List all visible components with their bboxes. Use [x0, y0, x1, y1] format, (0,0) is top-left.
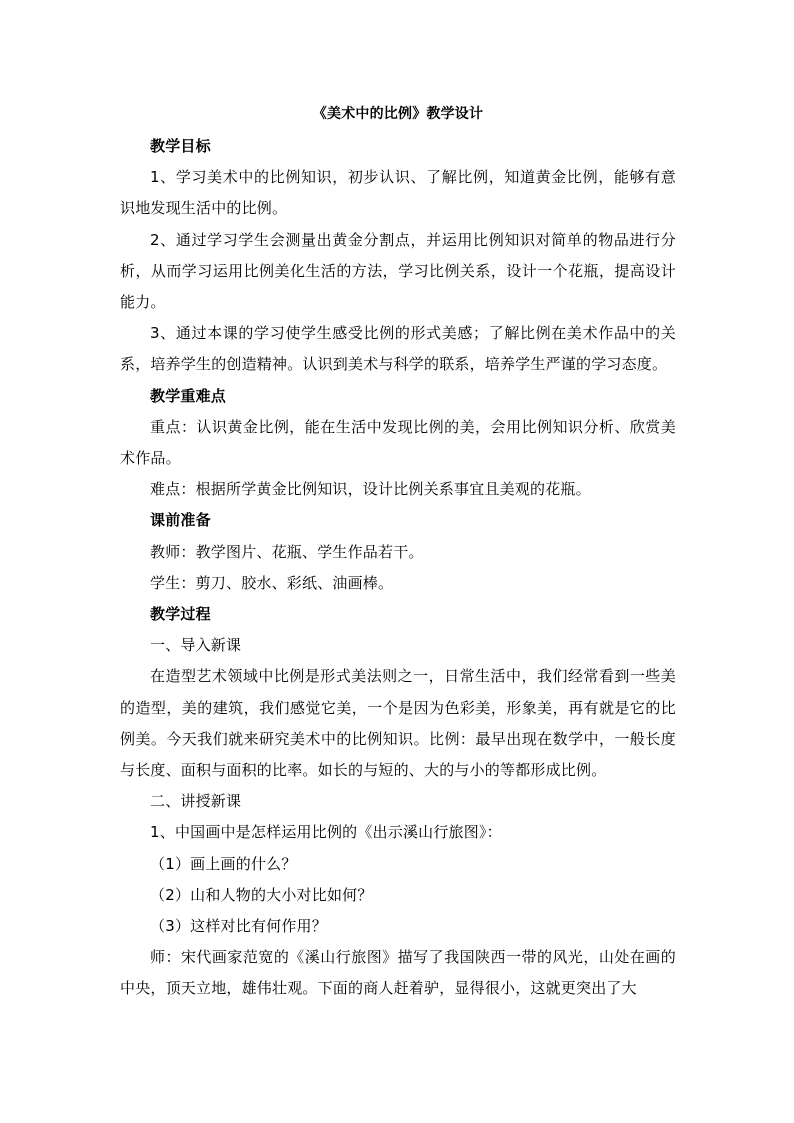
student-preparation: 学生：剪刀、胶水、彩纸、油画棒。 [150, 573, 394, 592]
teacher-explanation-paragraph: 师：宋代画家范宽的《溪山行旅图》描写了我国陕西一带的风光，山处在画的中央，顶天立地，雄伟壮观。下面的商人赶着驴，显得很小，这就更突出了大 [120, 948, 676, 998]
key-point-paragraph: 重点：认识黄金比例，能在生活中发现比例的美，会用比例知识分析、欣赏美术作品。 [120, 417, 676, 468]
process-question-intro: 1、中国画中是怎样运用比例的《出示溪山行旅图》： [150, 823, 502, 842]
section-heading-preparation: 课前准备 [150, 511, 211, 530]
process-question-3: （3）这样对比有何作用？ [150, 917, 327, 936]
objective-paragraph-2: 2、通过学习学生会测量出黄金分割点，并运用比例知识对简单的物品进行分析，从而学习运用比例美化生活的方法，学习比例关系，设计一个花瓶，提高设计能力。 [120, 230, 676, 312]
section-heading-process: 教学过程 [150, 605, 211, 624]
difficult-point-paragraph: 难点：根据所学黄金比例知识，设计比例关系事宜且美观的花瓶。 [150, 480, 591, 499]
process-step-intro-heading: 一、导入新课 [150, 636, 242, 655]
document-body [120, 100, 676, 1005]
process-question-1: （1）画上画的什么？ [150, 854, 297, 873]
process-question-2: （2）山和人物的大小对比如何？ [150, 885, 373, 904]
objective-paragraph-3: 3、通过本课的学习使学生感受比例的形式美感；了解比例在美术作品中的关系，培养学生的创造精神。认识到美术与科学的联系，培养学生严谨的学习态度。 [120, 324, 676, 374]
section-heading-key-points: 教学重难点 [150, 386, 227, 405]
process-intro-paragraph: 在造型艺术领域中比例是形式美法则之一，日常生活中，我们经常看到一些美的造型，美的建筑，我们感觉它美，一个是因为色彩美，形象美，再有就是它的比例美。今天我们就来研究美术中的比例知识。比例：最早出现在数学中，一般长度与长度、面积与面积的比率。如长的与短的、大的与小的等都形成比例。 [120, 667, 676, 780]
section-heading-objectives: 教学目标 [150, 137, 211, 155]
process-step-teaching-heading: 二、讲授新课 [150, 792, 242, 811]
teacher-preparation: 教师：教学图片、花瓶、学生作品若干。 [150, 542, 424, 561]
objective-paragraph-1: 1、学习美术中的比例知识，初步认识、了解比例，知道黄金比例，能够有意识地发现生活中的比例。 [120, 168, 676, 218]
document-title: 《美术中的比例》教学设计 [312, 106, 484, 122]
